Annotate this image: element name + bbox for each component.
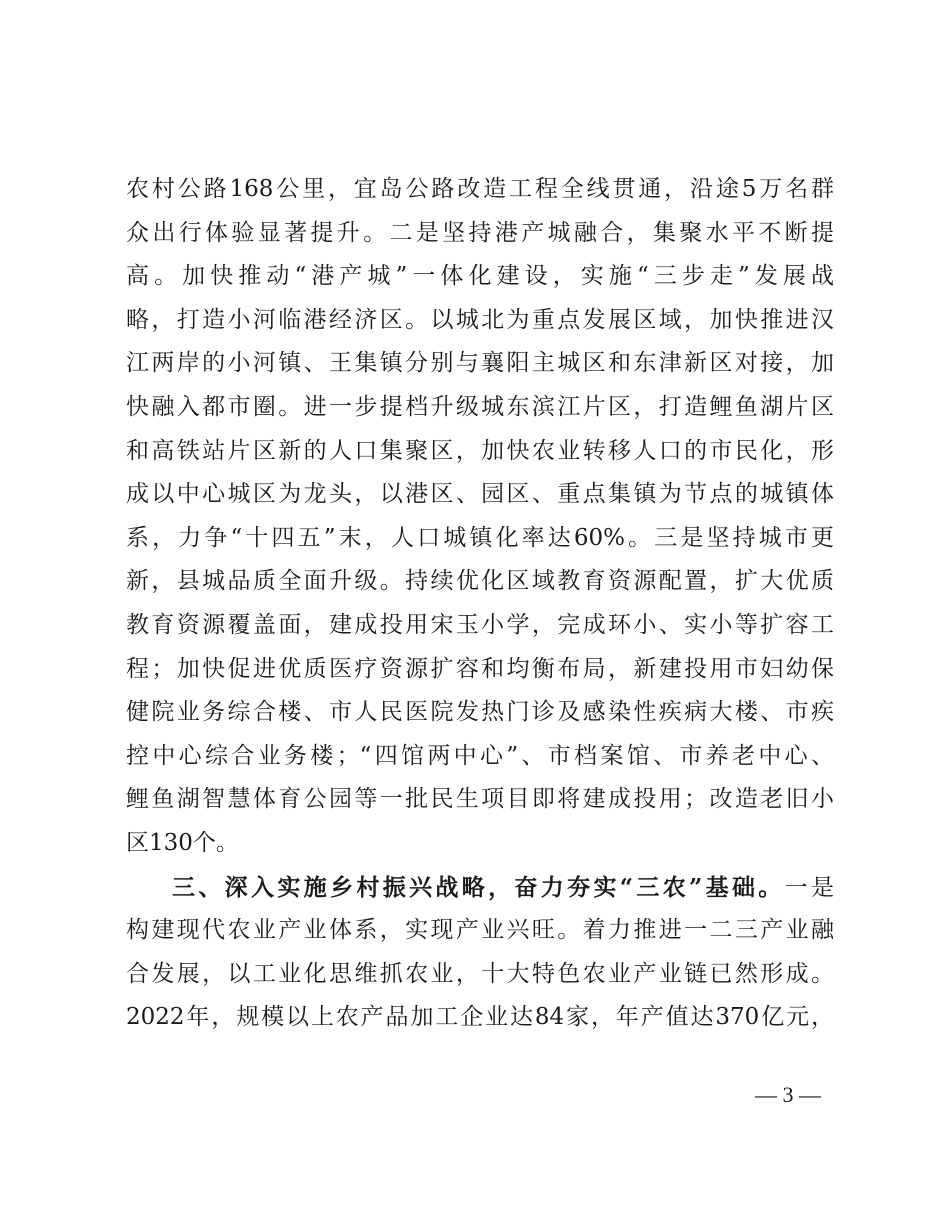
- paragraph-line: 略，打造小河临港经济区。以城北为重点发展区域，加快推进汉: [126, 306, 834, 333]
- paragraph-line: 农村公路168公里，宜岛公路改造工程全线贯通，沿途5万名群: [126, 176, 834, 202]
- paragraph-line: 众出行体验显著提升。二是坚持港产城融合，集聚水平不断提: [126, 219, 834, 246]
- paragraph-line: 鲤鱼湖智慧体育公园等一批民生项目即将建成投用；改造老旧小: [126, 786, 834, 813]
- paragraph-line: 和高铁站片区新的人口集聚区，加快农业转移人口的市民化，形: [126, 437, 834, 464]
- body-text: [126, 168, 834, 1040]
- paragraph-line: 健院业务综合楼、市人民医院发热门诊及感染性疾病大楼、市疾: [126, 699, 834, 726]
- paragraph-line: 高。加快推动“港产城”一体化建设，实施“三步走”发展战: [126, 263, 834, 290]
- paragraph-line: 江两岸的小河镇、王集镇分别与襄阳主城区和东津新区对接，加: [126, 350, 834, 377]
- heading-continuation: 一是: [784, 874, 834, 901]
- paragraph-line: 合发展，以工业化思维抓农业，十大特色农业产业链已然形成。: [126, 960, 834, 987]
- paragraph-line: 教育资源覆盖面，建成投用宋玉小学，完成环小、实小等扩容工: [126, 611, 834, 638]
- paragraph-line: 构建现代农业产业体系，实现产业兴旺。着力推进一二三产业融: [126, 917, 834, 944]
- paragraph-line: 成以中心城区为龙头，以港区、园区、重点集镇为节点的城镇体: [126, 481, 834, 508]
- paragraph-line: 快融入都市圈。进一步提档升级城东滨江片区，打造鲤鱼湖片区: [126, 393, 834, 420]
- paragraph-line: 系，力争“十四五”末，人口城镇化率达60%。三是坚持城市更: [126, 524, 834, 551]
- paragraph-line: 程；加快促进优质医疗资源扩容和均衡布局，新建投用市妇幼保: [126, 655, 834, 682]
- page-number: — 3 —: [755, 1082, 821, 1107]
- paragraph-line: 区130个。: [126, 829, 239, 856]
- paragraph-line: 控中心综合业务楼；“四馆两中心”、市档案馆、市养老中心、: [126, 742, 834, 769]
- paragraph-line: 新，县城品质全面升级。持续优化区域教育资源配置，扩大优质: [126, 568, 834, 595]
- section-heading-line: [126, 866, 834, 910]
- section-heading: 三、深入实施乡村振兴战略，奋力夯实“三农”基础。: [172, 873, 785, 901]
- paragraph-line: 2022年，规模以上农产品加工企业达84家，年产值达370亿元，: [126, 1004, 834, 1031]
